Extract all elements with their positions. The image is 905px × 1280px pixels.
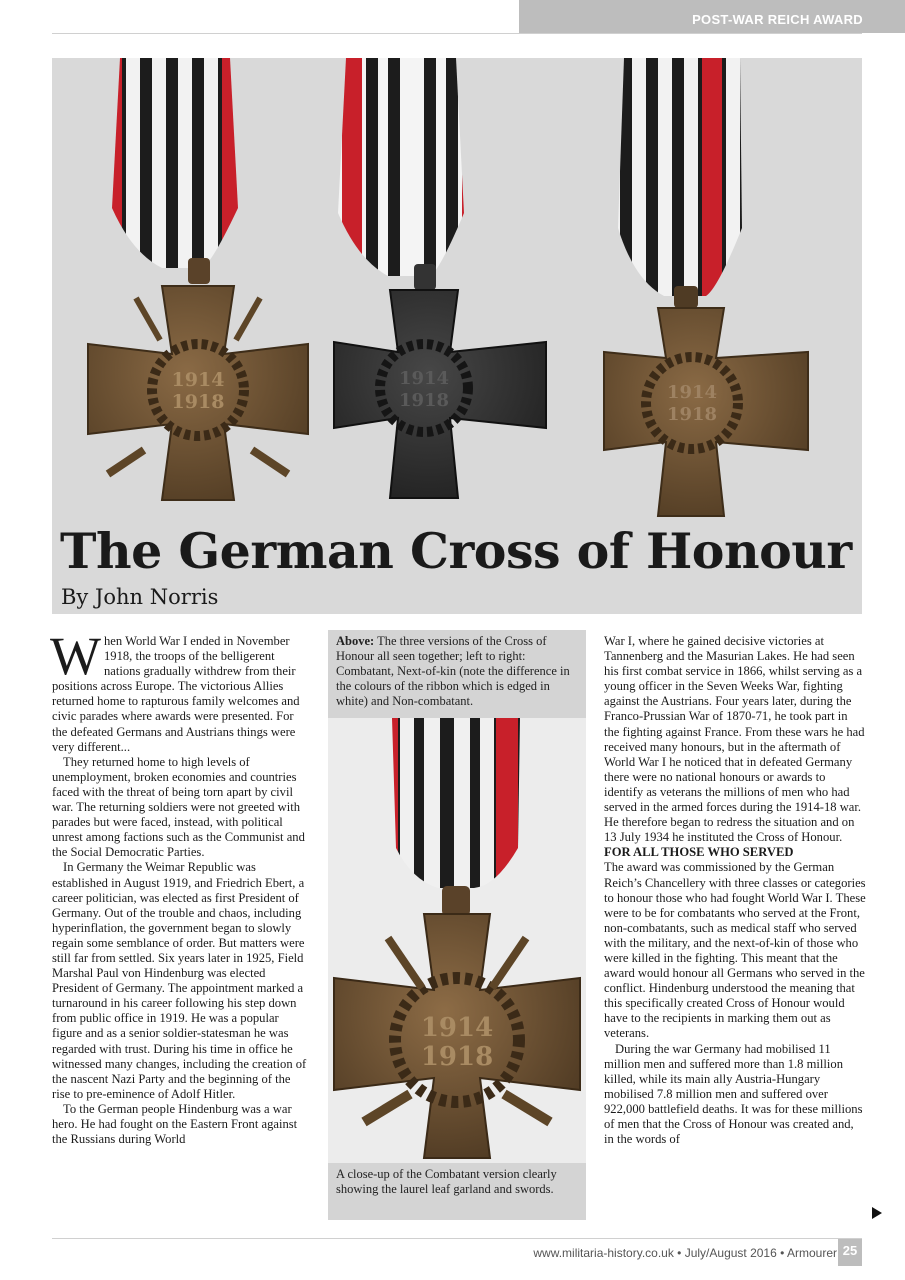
closeup-year-top: 1914 [420, 1013, 494, 1043]
medal-1-year-bottom: 1918 [171, 391, 225, 413]
medal-3-year-bottom: 1918 [666, 404, 718, 425]
caption-top [328, 630, 586, 718]
closeup-medal-svg [328, 718, 586, 1163]
page-number: 25 [838, 1239, 862, 1266]
caption-bottom: A close-up of the Combatant version clearly showing the laurel leaf garland and swords. [328, 1163, 586, 1220]
closeup-photo [328, 718, 586, 1163]
section-tab: POST-WAR REICH AWARD [519, 0, 905, 33]
paragraph-intro: When World War I ended in November 1918, the troops of the belligerent nations gradually withdrew from their positions across Europe. The victorious Allies returned home to rapturous family welcomes and civic parades where awards were presented. For the defeated Germans and Austrians things were very different... [50, 626, 300, 754]
caption-top-text: The three versions of the Cross of Honour all seen together; left to right: Combatant, Next-of-kin (note the difference in the colours of the ribbon which is edged in white) and Non-combatant. [336, 634, 570, 708]
footer-text: www.militaria-history.co.uk • July/August 2016 • Armourer [533, 1246, 837, 1260]
paragraph: War I, where he gained decisive victories at Tannenberg and the Masurian Lakes. He had seen his first combat service in 1866, whilst serving as a young officer in the Seven Weeks War, fighting against the Austrians. Four years later, during the Franco-Prussian War of 1870-71, he took part in the fighting against France. From these wars he had received many honours, but in the aftermath of World War I he noticed that in defeated Germany there were no national honours or awards to identify as veterans the millions of men who had served in the armed forces during the 1914-18 war. He therefore began to redress the situation and on 13 July 1934 he instituted the Cross of Honour. [604, 634, 865, 845]
medal-2-year-top: 1914 [398, 368, 450, 389]
top-rule [52, 33, 862, 34]
paragraph: The award was commissioned by the German Reich’s Chancellery with three classes or categories to honour those who had fought World War I. These were to be for combatants who served at the Front, non-combatants, such as medical staff who served with the military, and the next-of-kin of those who were killed in the fighting. This meant that the award would honour all Germans who served in the conflict. Hindenburg understood the meaning that this specifically created Cross of Honour would have to the recipients in marking them out as veterans. [604, 860, 866, 1041]
paragraph: To the German people Hindenburg was a war hero. He had fought on the Eastern Front against the Russians during World [52, 1101, 298, 1147]
medal-3-year-top: 1914 [666, 382, 718, 403]
bottom-rule [52, 1238, 862, 1239]
closeup-year-bottom: 1918 [420, 1042, 494, 1072]
paragraph: During the war Germany had mobilised 11 million men and suffered more than 1.8 million killed, while its main ally Austria-Hungary mobilised 7.8 million men and suffered over 922,000 battlefield deaths. It was for these millions of men that the Cross of Honour was created and, in the words of [604, 1041, 863, 1147]
article-title: The German Cross of Honour [60, 522, 852, 580]
article-byline: By John Norris [61, 585, 219, 609]
paragraph: In Germany the Weimar Republic was established in August 1919, and Friedrich Ebert, a career politician, was elected as first President of Germany. Out of the trouble and chaos, including hyperinflation, the government began to slowly regain some semblance of order. But matters were still far from settled. Six years later in 1925, Field Marshal Paul von Hindenburg was elected President of Germany. The appointment marked a turnaround in his career following his step down from public office in 1919. He was a popular figure and as a senior soldier-statesman he was regarded with trust. During his time in office he witnessed many changes, including the creation of the nascent Nazi Party and the beginning of the rise to pre-eminence of Adolf Hitler. [52, 860, 307, 1101]
article-column-1 [50, 626, 310, 1147]
medal-2-year-bottom: 1918 [398, 390, 450, 411]
caption-label: Above: [336, 634, 375, 648]
medal-1-year-top: 1914 [171, 369, 225, 391]
continue-arrow-icon [872, 1207, 882, 1219]
subheading: FOR ALL THOSE WHO SERVED [604, 845, 794, 860]
paragraph: They returned home to high levels of unemployment, broken economies and countries faced with the threat of being torn apart by civil war. The returning soldiers were not greeted with parades but were faced, instead, with political unrest among factions such as the Communist and the Social Democratic Parties. [52, 754, 305, 860]
drop-cap: W [50, 626, 101, 686]
article-column-3 [604, 634, 866, 1147]
